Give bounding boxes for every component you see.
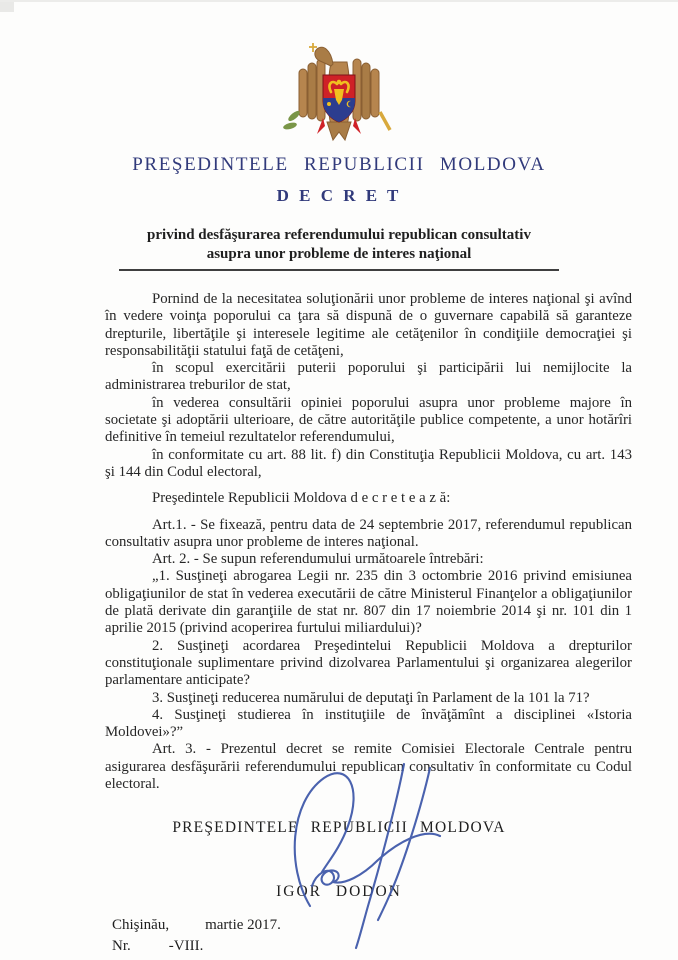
place-label: Chişinău,: [112, 917, 170, 934]
article-1: Art.1. - Se fixează, pentru data de 24 septembrie 2017, referendumul republican consultativ asupra unor probleme de interes naţional.: [105, 516, 632, 550]
document-footer: [112, 915, 678, 957]
subtitle-line-1: privind desfăşurarea referendumului republican consultativ: [147, 227, 531, 243]
subtitle-line-2: asupra unor probleme de interes naţional: [206, 246, 472, 262]
decree-number-line: [112, 936, 678, 957]
referendum-question-2: 2. Susţineţi acordarea Preşedintelui Republicii Moldova a drepturilor constituţionale suplimentare privind dizolvarea Parlamentului şi organizarea alegerilor parlamentare anticipate?: [105, 637, 632, 689]
date-label: martie 2017.: [205, 917, 281, 934]
place-date-line: [112, 915, 678, 936]
signer-title: PREŞEDINTELE REPUBLICII MOLDOVA: [172, 819, 506, 837]
header-divider-rule: [119, 269, 559, 271]
number-label: Nr.: [112, 938, 131, 955]
document-header: [0, 2, 678, 271]
scan-edge-artifact: [0, 2, 14, 12]
decree-body: [105, 291, 632, 793]
referendum-question-3: 3. Susţineţi reducerea numărului de deputaţi în Parlament de la 101 la 71?: [152, 689, 590, 706]
moldova-coat-of-arms-icon: [279, 42, 399, 146]
referendum-question-1: „1. Susţineţi abrogarea Legii nr. 235 din 3 octombrie 2016 privind emisiunea obligaţiunilor de stat în vederea executării de către Ministerul Finanţelor a obligaţiunilor de plată derivate din garanţiile de stat nr. 807 din 17 noiembrie 2014 şi nr. 101 din 1 aprilie 2015 (privind acoperirea furtului miliardului)?: [105, 568, 632, 637]
preamble-paragraph: în scopul exercitării puterii poporului şi participării lui nemijlocite la administrarea treburilor de stat,: [105, 360, 632, 394]
referendum-question-4: 4. Susţineţi studierea în instituţiile de învăţămînt a disciplinei «Istoria Moldovei»?”: [105, 706, 632, 741]
enacting-formula: Preşedintele Republicii Moldova d e c r e t e a z ă:: [152, 490, 451, 507]
article-3: Art. 3. - Prezentul decret se remite Comisiei Electorale Centrale pentru asigurarea desfăşurării referendumului republican consultativ în conformitate cu Codul electoral.: [105, 741, 632, 793]
article-2: Art. 2. - Se supun referendumului următoarele întrebări:: [152, 551, 484, 568]
preamble-paragraph: Pornind de la necesitatea soluţionării unor probleme de interes naţional şi avînd în vedere voinţa poporului ca ţara să dispună de o guvernare capabilă să garanteze drepturile, libertăţile şi interesele legitime ale cetăţenilor în condiţiile democraţiei şi responsabilităţii statului faţă de cetăţeni,: [105, 291, 632, 359]
document-subtitle: [0, 226, 678, 264]
preamble-paragraph: în vederea consultării opiniei poporului asupra unor probleme majore în societate şi adoptării ulterioare, de către autorităţile publice competente, a unor hotărîri definitive în temeiul rezultatelor referendumului,: [105, 394, 632, 446]
issuing-authority-title: PREŞEDINTELE REPUBLICII MOLDOVA: [132, 154, 546, 175]
preamble-paragraph: în conformitate cu art. 88 lit. f) din Constituţia Republicii Moldova, cu art. 143 şi 144 din Codul electoral,: [105, 446, 632, 480]
document-type-heading: D E C R E T: [276, 186, 402, 205]
number-value: -VIII.: [168, 938, 204, 955]
signer-name: IGOR DODON: [276, 883, 402, 901]
